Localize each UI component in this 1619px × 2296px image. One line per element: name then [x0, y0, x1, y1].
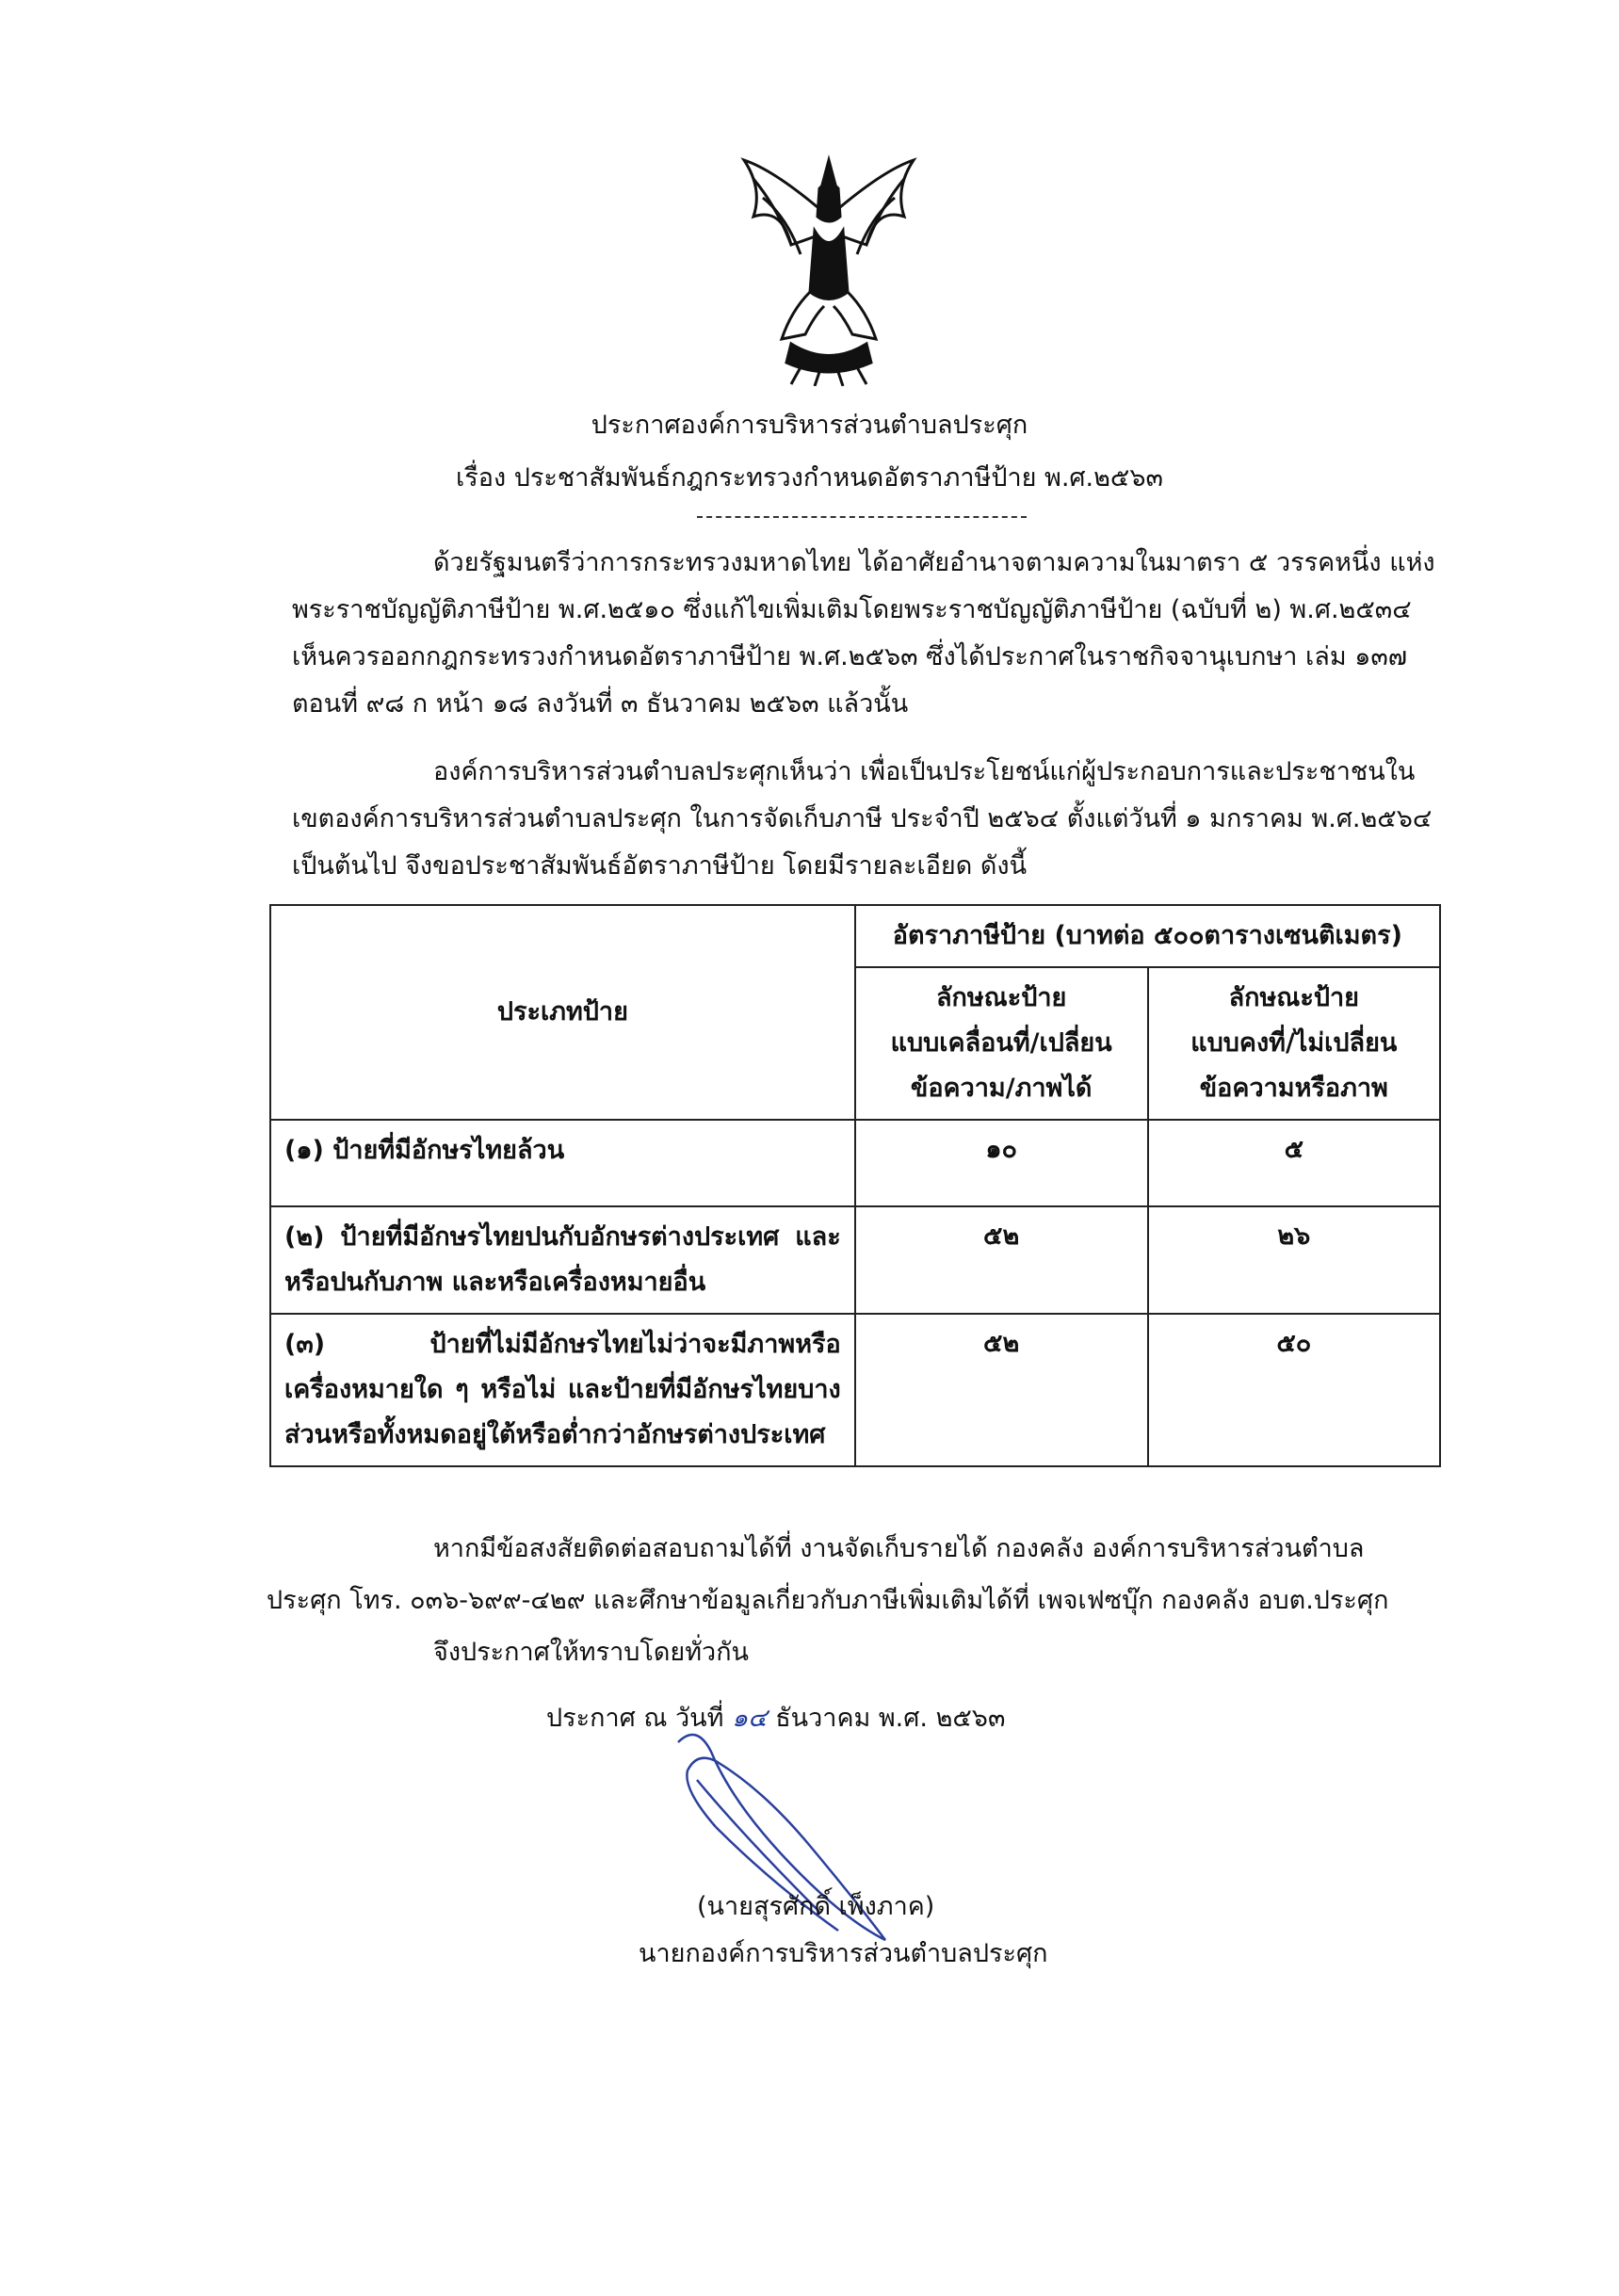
- document-subject: เรื่อง ประชาสัมพันธ์กฎกระทรวงกำหนดอัตราภาษีป้าย พ.ศ.๒๕๖๓: [456, 463, 1163, 493]
- paragraph1-line4: ตอนที่ ๙๘ ก หน้า ๑๘ ลงวันที่ ๓ ธันวาคม ๒๕๖๓ แล้วนั้น: [292, 689, 909, 719]
- paragraph1-line3: เห็นควรออกกฎกระทรวงกำหนดอัตราภาษีป้าย พ.ศ.๒๕๖๓ ซึ่งได้ประกาศในราชกิจจานุเบกษา เล่ม ๑๓๗: [292, 642, 1408, 671]
- date-day-handwritten: ๑๔: [732, 1704, 768, 1733]
- row1-rate-fixed: ๕: [1148, 1120, 1440, 1206]
- tax-rate-table: [269, 904, 1441, 1467]
- paragraph2-line1: องค์การบริหารส่วนตำบลประศุกเห็นว่า เพื่อเป็นประโยชน์แก่ผู้ประกอบการและประชาชนใน: [433, 757, 1416, 786]
- header-fixed-line1: ลักษณะป้าย: [1228, 983, 1359, 1012]
- date-suffix: ธันวาคม พ.ศ. ๒๕๖๓: [775, 1704, 1006, 1733]
- document-title: ประกาศองค์การบริหารส่วนตำบลประศุก: [591, 411, 1028, 440]
- header-movable-sign: [855, 967, 1148, 1120]
- paragraph2-line2: เขตองค์การบริหารส่วนตำบลประศุก ในการจัดเก็บภาษี ประจำปี ๒๕๖๔ ตั้งแต่วันที่ ๑ มกราคม พ.ศ.๒๕๖๔: [292, 804, 1433, 833]
- row1-type: (๑) ป้ายที่มีอักษรไทยล้วน: [270, 1120, 855, 1206]
- signatory-name: (นายสุรศักดิ์ เพ็งภาค): [697, 1892, 935, 1921]
- paragraph1-line2: พระราชบัญญัติภาษีป้าย พ.ศ.๒๕๑๐ ซึ่งแก้ไขเพิ่มเติมโดยพระราชบัญญัติภาษีป้าย (ฉบับที่ ๒) พ.ศ.๒๕๓๔: [292, 595, 1412, 624]
- header-tax-rate: อัตราภาษีป้าย (บาทต่อ ๕๐๐ตารางเซนติเมตร): [855, 905, 1440, 967]
- contact-line3: จึงประกาศให้ทราบโดยทั่วกัน: [433, 1638, 749, 1667]
- signatory-position: นายกองค์การบริหารส่วนตำบลประศุก: [639, 1939, 1048, 1968]
- header-fixed-line3: ข้อความหรือภาพ: [1199, 1074, 1388, 1103]
- header-sign-type: ประเภทป้าย: [270, 905, 855, 1120]
- row3-type: (๓) ป้ายที่ไม่มีอักษรไทยไม่ว่าจะมีภาพหรือเครื่องหมายใด ๆ หรือไม่ และป้ายที่มีอักษรไทยบางส่วนหรือทั้งหมดอยู่ใต้หรือต่ำกว่าอักษรต่างประเทศ: [270, 1314, 855, 1466]
- header-fixed-sign: [1148, 967, 1440, 1120]
- contact-line1: หากมีข้อสงสัยติดต่อสอบถามได้ที่ งานจัดเก็บรายได้ กองคลัง องค์การบริหารส่วนตำบล: [433, 1534, 1365, 1563]
- row3-rate-fixed: ๕๐: [1148, 1314, 1440, 1466]
- table-row: [270, 1314, 1440, 1466]
- row1-rate-movable: ๑๐: [855, 1120, 1148, 1206]
- table-row: [270, 1206, 1440, 1314]
- row2-type: (๒) ป้ายที่มีอักษรไทยปนกับอักษรต่างประเทศ และหรือปนกับภาพ และหรือเครื่องหมายอื่น: [270, 1206, 855, 1314]
- table-row: [270, 1120, 1440, 1206]
- paragraph2-line3: เป็นต้นไป จึงขอประชาสัมพันธ์อัตราภาษีป้าย โดยมีรายละเอียด ดังนี้: [292, 851, 1028, 881]
- header-fixed-line2: แบบคงที่/ไม่เปลี่ยน: [1190, 1028, 1398, 1058]
- table-header-row: [270, 905, 1440, 967]
- row2-rate-movable: ๕๒: [855, 1206, 1148, 1314]
- row3-rate-movable: ๕๒: [855, 1314, 1148, 1466]
- paragraph1-line1: ด้วยรัฐมนตรีว่าการกระทรวงมหาดไทย ได้อาศัยอำนาจตามความในมาตรา ๕ วรรคหนึ่ง แห่ง: [433, 548, 1435, 577]
- title-divider: [697, 516, 1027, 518]
- header-movable-line3: ข้อความ/ภาพได้: [910, 1074, 1093, 1103]
- date-prefix: ประกาศ ณ วันที่: [546, 1704, 724, 1733]
- header-movable-line2: แบบเคลื่อนที่/เปลี่ยน: [890, 1028, 1112, 1058]
- garuda-emblem: [735, 151, 923, 386]
- row2-rate-fixed: ๒๖: [1148, 1206, 1440, 1314]
- contact-line2: ประศุก โทร. ๐๓๖-๖๙๙-๔๒๙ และศึกษาข้อมูลเกี่ยวกับภาษีเพิ่มเติมได้ที่ เพจเฟซบุ๊ก กองคลัง อบต.ประศุก: [267, 1586, 1389, 1615]
- header-movable-line1: ลักษณะป้าย: [935, 983, 1067, 1012]
